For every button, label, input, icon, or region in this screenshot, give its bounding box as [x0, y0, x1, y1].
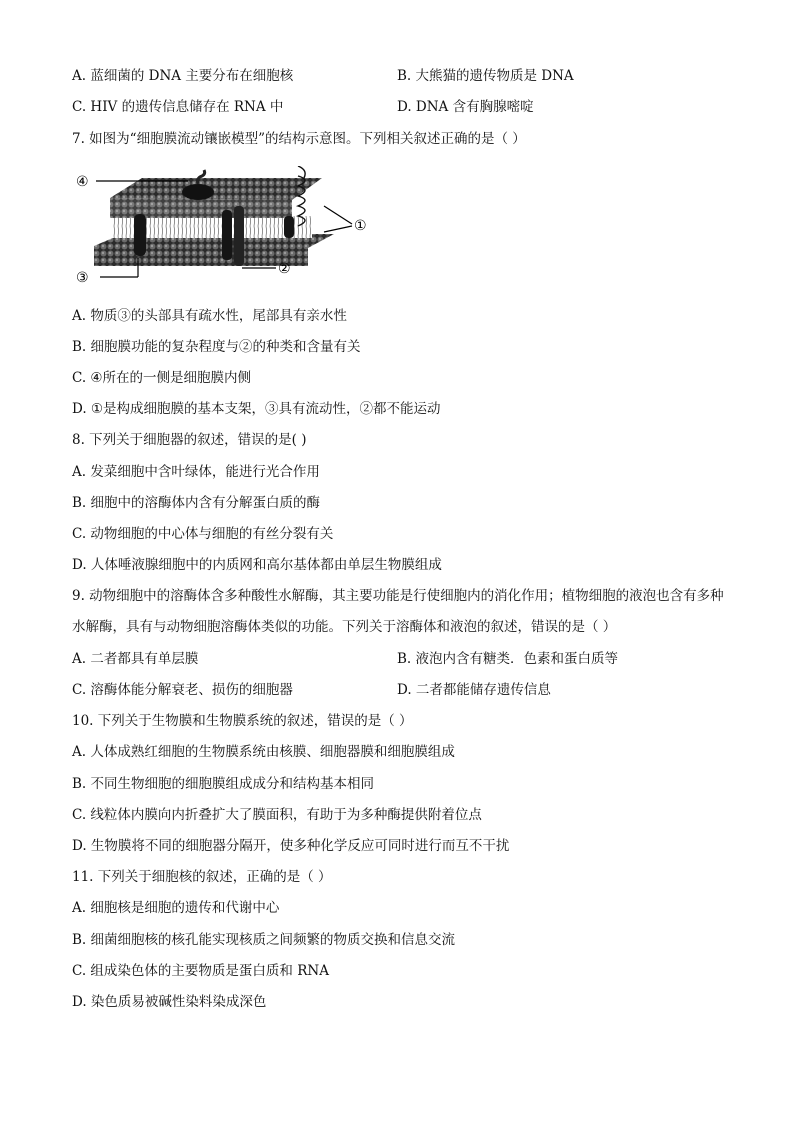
q11-option-b: B. 细菌细胞核的核孔能实现核质之间频繁的物质交换和信息交流 [72, 932, 456, 948]
q10-stem: 10. 下列关于生物膜和生物膜系统的叙述，错误的是（ ） [72, 713, 413, 729]
q7-option-d: D. ①是构成细胞膜的基本支架，③具有流动性，②都不能运动 [72, 401, 441, 417]
q8-stem: 8. 下列关于细胞器的叙述，错误的是( ) [72, 432, 307, 448]
q9-option-b: B. 液泡内含有糖类．色素和蛋白质等 [397, 651, 619, 667]
q10-option-d: D. 生物膜将不同的细胞器分隔开，使多种化学反应可同时进行而互不干扰 [72, 838, 510, 854]
q11-option-d: D. 染色质易被碱性染料染成深色 [72, 994, 267, 1010]
glycoprotein [182, 184, 214, 200]
cell-membrane-model-figure [72, 166, 382, 290]
q6-option-d: D. DNA 含有胸腺嘧啶 [397, 99, 534, 115]
integral-protein [222, 210, 232, 260]
q8-option-d: D. 人体唾液腺细胞中的内质网和高尔基体都由单层生物膜组成 [72, 557, 442, 573]
q8-option-b: B. 细胞中的溶酶体内含有分解蛋白质的酶 [72, 495, 321, 511]
q8-option-a: A. 发菜细胞中含叶绿体，能进行光合作用 [72, 464, 320, 480]
lower-phospholipid-layer [94, 234, 334, 266]
integral-protein [284, 216, 294, 238]
q9-stem: 9. 动物细胞中的溶酶体含多种酸性水解酶，其主要功能是行使细胞内的消化作用；植物细胞的液泡也含有多种水解酶，具有与动物细胞溶酶体类似的功能。下列关于溶酶体和液泡的叙述，错误的是（ ） [72, 588, 724, 635]
label-2: ② [278, 261, 291, 277]
integral-protein [134, 214, 146, 256]
label-3: ③ [76, 270, 89, 286]
q9-option-d: D. 二者都能储存遗传信息 [397, 682, 551, 698]
integral-protein [234, 206, 244, 266]
q6-option-a: A. 蓝细菌的 DNA 主要分布在细胞核 [72, 68, 294, 84]
q9-option-c: C. 溶酶体能分解衰老、损伤的细胞器 [72, 682, 293, 698]
q6-option-b: B. 大熊猫的遗传物质是 DNA [397, 68, 574, 84]
label-4: ④ [76, 174, 89, 190]
q11-option-c: C. 组成染色体的主要物质是蛋白质和 RNA [72, 963, 329, 979]
q7-option-c: C. ④所在的一侧是细胞膜内侧 [72, 370, 252, 386]
q7-option-b: B. 细胞膜功能的复杂程度与②的种类和含量有关 [72, 339, 361, 355]
q9-option-a: A. 二者都具有单层膜 [72, 651, 199, 667]
q7-stem: 7. 如图为“细胞膜流动镶嵌模型”的结构示意图。下列相关叙述正确的是（ ） [72, 131, 526, 147]
q11-stem: 11. 下列关于细胞核的叙述，正确的是（ ） [72, 869, 332, 885]
q7-option-a: A. 物质③的头部具有疏水性，尾部具有亲水性 [72, 308, 347, 324]
q10-option-a: A. 人体成熟红细胞的生物膜系统由核膜、细胞器膜和细胞膜组成 [72, 744, 455, 760]
q10-option-c: C. 线粒体内膜向内折叠扩大了膜面积，有助于为多种酶提供附着位点 [72, 807, 482, 823]
q6-option-c: C. HIV 的遗传信息储存在 RNA 中 [72, 99, 284, 115]
q10-option-b: B. 不同生物细胞的细胞膜组成成分和结构基本相同 [72, 776, 375, 792]
label-1: ① [354, 218, 367, 234]
q11-option-a: A. 细胞核是细胞的遗传和代谢中心 [72, 900, 280, 916]
q8-option-c: C. 动物细胞的中心体与细胞的有丝分裂有关 [72, 526, 334, 542]
